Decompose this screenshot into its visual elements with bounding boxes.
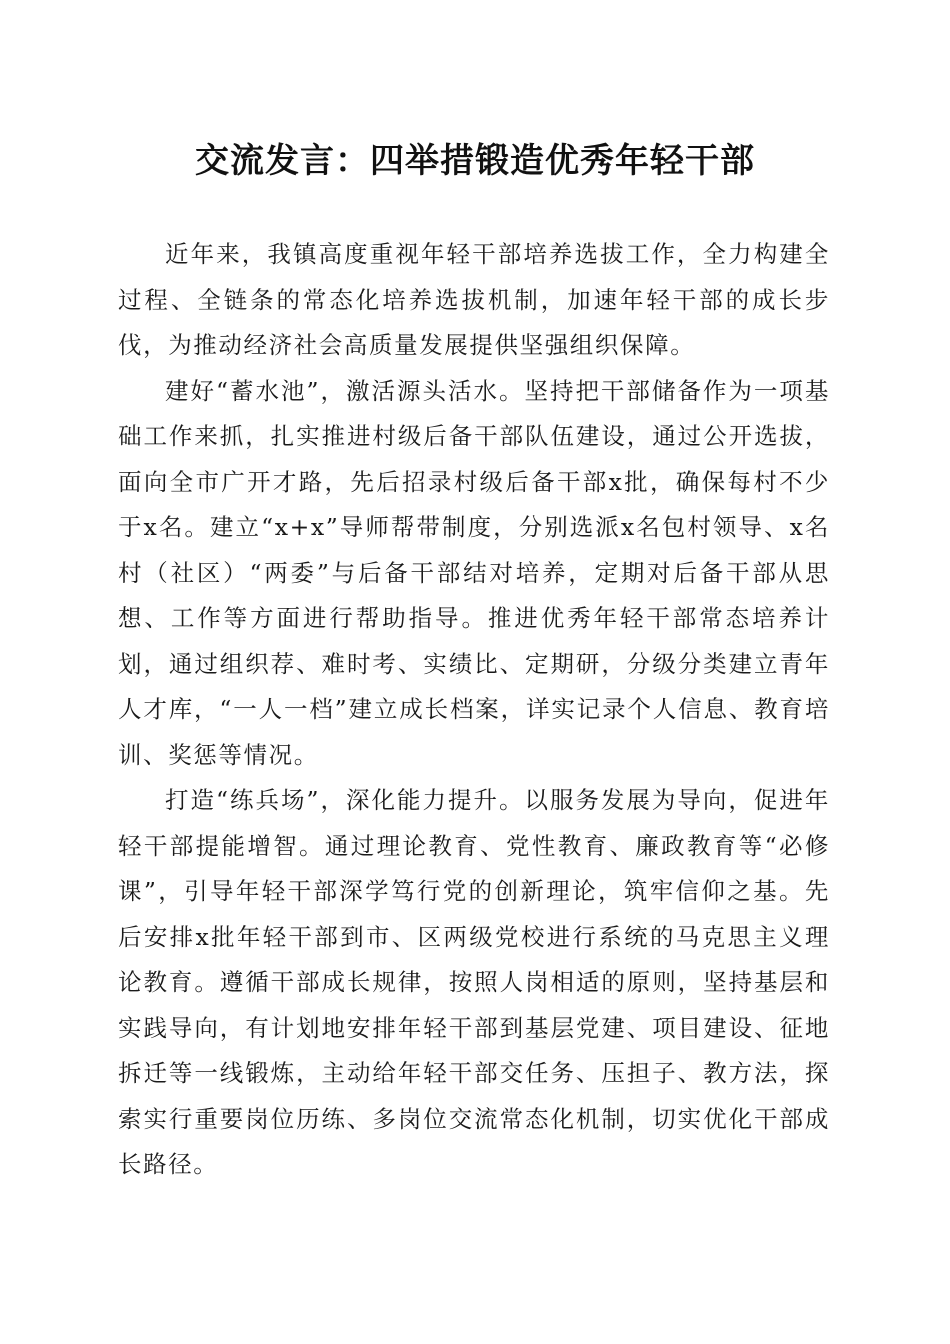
paragraph-intro: 近年来，我镇高度重视年轻干部培养选拔工作，全力构建全过程、全链条的常态化培养选拔机制，加速年轻干部的成长步伐，为推动经济社会高质量发展提供坚强组织保障。 <box>118 240 830 359</box>
paragraph-reservoir: 建好“蓄水池”，激活源头活水。坚持把干部储备作为一项基础工作来抓，扎实推进村级后备干部队伍建设，通过公开选拔，面向全市广开才路，先后招录村级后备干部x批，确保每村不少于x名。建立“x+x”导师帮带制度，分别选派x名包村领导、x名村（社区）“两委”与后备干部结对培养，定期对后备干部从思想、工作等方面进行帮助指导。推进优秀年轻干部常态培养计划，通过组织荐、难时考、实绩比、定期研，分级分类建立青年人才库，“一人一档”建立成长档案，详实记录个人信息、教育培训、奖惩等情况。 <box>118 376 830 769</box>
paragraph-training-ground: 打造“练兵场”，深化能力提升。以服务发展为导向，促进年轻干部提能增智。通过理论教育、党性教育、廉政教育等“必修课”，引导年轻干部深学笃行党的创新理论，筑牢信仰之基。先后安排x批年轻干部到市、区两级党校进行系统的马克思主义理论教育。遵循干部成长规律，按照人岗相适的原则，坚持基层和实践导向，有计划地安排年轻干部到基层党建、项目建设、征地拆迁等一线锻炼，主动给年轻干部交任务、压担子、教方法，探索实行重要岗位历练、多岗位交流常态化机制，切实优化干部成长路径。 <box>118 786 830 1178</box>
document-title: 交流发言：四举措锻造优秀年轻干部 <box>195 141 755 181</box>
document-body <box>118 232 830 1188</box>
